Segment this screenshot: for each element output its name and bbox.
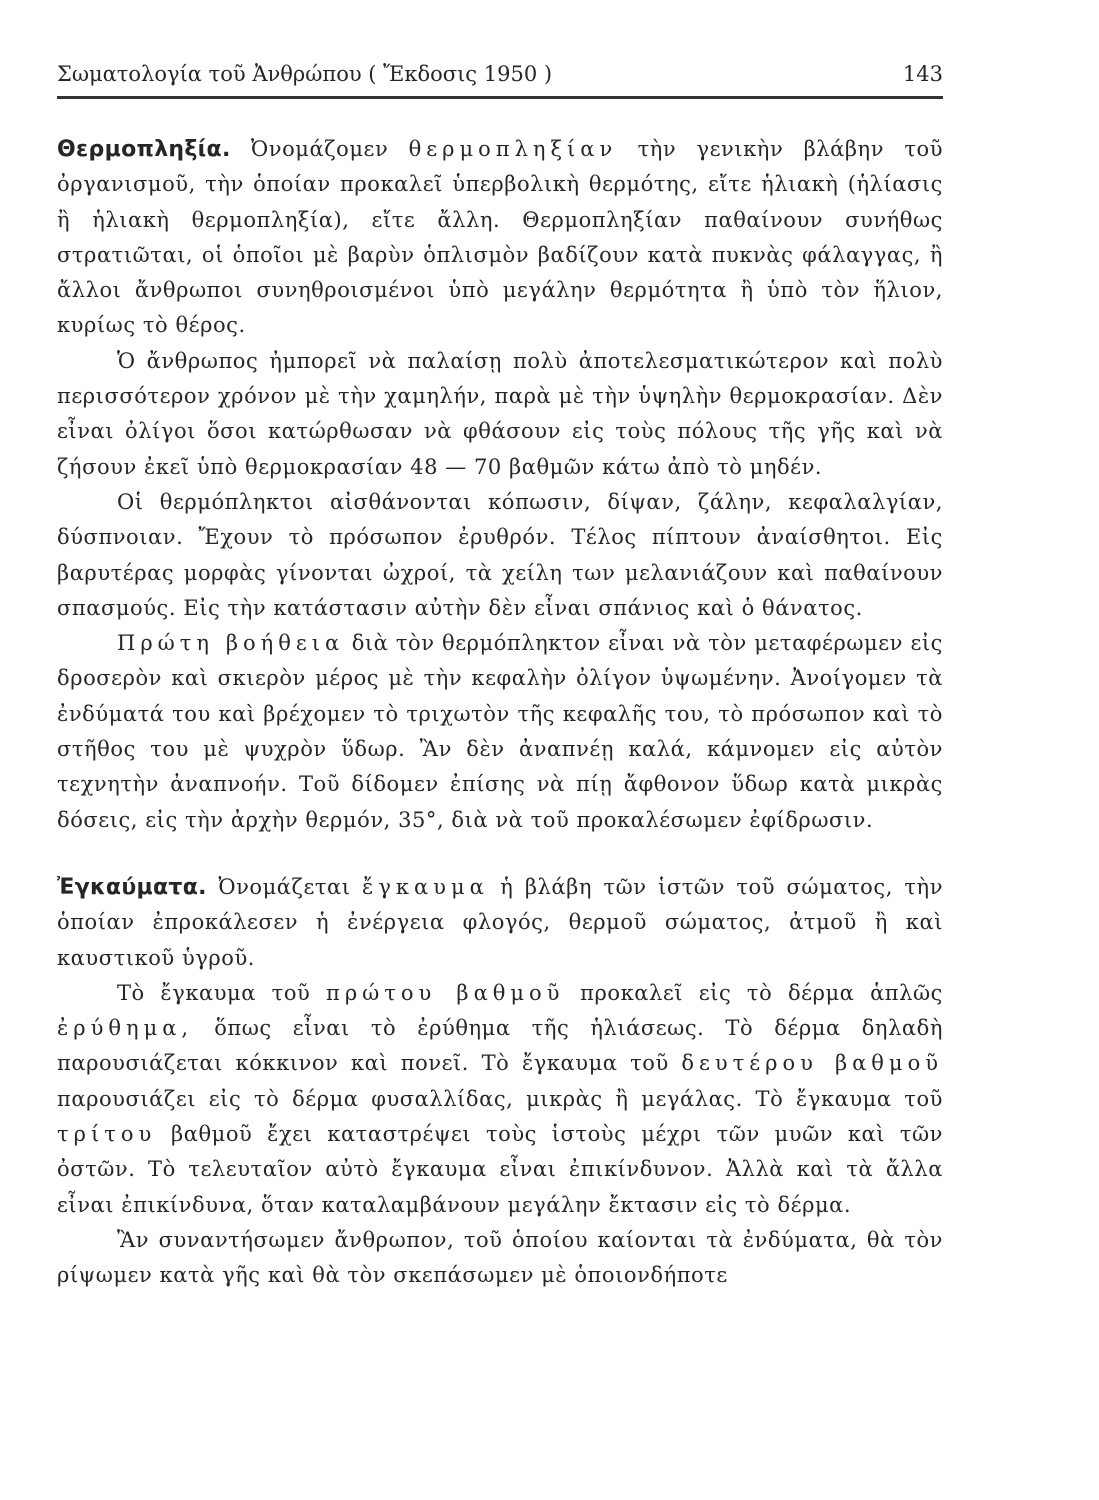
burns-paragraph-2 bbox=[57, 976, 943, 1223]
text-span: Τὸ ἔγκαυμα τοῦ bbox=[117, 980, 311, 1005]
burns-paragraph-1 bbox=[57, 870, 943, 976]
burns-paragraph-3: Ἂν συναντήσωμεν ἄνθρωπον, τοῦ ὁποίου καίονται τὰ ἐνδύματα, θὰ τὸν ρίψωμεν κατὰ γῆς καὶ θὰ τὸν σκεπάσωμεν μὲ ὁποιονδήποτε bbox=[57, 1227, 943, 1288]
burns-heading: Ἐγκαύματα. bbox=[57, 874, 207, 900]
page-number: 143 bbox=[902, 62, 943, 86]
heatstroke-paragraph-1 bbox=[57, 132, 943, 344]
term-first-aid: Πρώτη βοήθεια bbox=[117, 631, 345, 656]
term-burn: ἔγκαυμα bbox=[362, 874, 489, 899]
heatstroke-heading: Θερμοπληξία. bbox=[57, 137, 231, 162]
text-span: Ὀνομάζομεν bbox=[250, 137, 389, 161]
text-span: παρουσιάζει εἰς τὸ δέρμα φυσαλλίδας, μικρὰς ἢ μεγάλας. Τὸ ἔγκαυμα τοῦ bbox=[57, 1086, 943, 1111]
term-heatstroke: θερμοπληξίαν bbox=[408, 137, 618, 161]
heatstroke-paragraph-4 bbox=[57, 626, 943, 838]
term-second-degree: δευτέρου βαθμοῦ bbox=[681, 1051, 943, 1076]
heatstroke-paragraph-3: Οἱ θερμόπληκτοι αἰσθάνονται κόπωσιν, δίψαν, ζάλην, κεφαλαλγίαν, δύσπνοιαν. Ἔχουν τὸ πρόσωπον ἐρυθρόν. Τέλος πίπτουν ἀναίσθητοι. Εἰς βαρυτέρας μορφὰς γίνονται ὠχροί, τὰ χείλη των μελανιάζουν καὶ παθαίνουν σπασμούς. Εἰς τὴν κατάστασιν αὐτὴν δὲν εἶναι σπάνιος καὶ ὁ θάνατος. bbox=[57, 489, 943, 620]
text-span: βαθμοῦ ἔχει καταστρέψει τοὺς ἱστοὺς μέχρι τῶν μυῶν καὶ τῶν ὀστῶν. Τὸ τελευταῖον αὐτὸ ἔγκαυμα εἶναι ἐπικίνδυνον. Ἀλλὰ καὶ τὰ ἄλλα εἶναι ἐπικίνδυνα, ὅταν καταλαμβάνουν μεγάλην ἔκτασιν εἰς τὸ δέρμα. bbox=[57, 1122, 944, 1217]
text-span: ἡ βλάβη τῶν ἱστῶν τοῦ σώματος, τὴν ὁποίαν ἐπροκάλεσεν ἡ ἐνέργεια φλογός, θερμοῦ σώματος, ἀτμοῦ ἢ καὶ καυστικοῦ ὑγροῦ. bbox=[57, 874, 944, 970]
running-title: Σωματολογία τοῦ Ἀνθρώπου ( Ἔκδοσις 1950 ) bbox=[57, 62, 553, 86]
text-span: τὴν γενικὴν βλάβην τοῦ ὀργανισμοῦ, τὴν ὁποίαν προκαλεῖ ὑπερβολικὴ θερμότης, εἴτε ἡλιακὴ (ἡλίασις ἢ ἡλιακὴ θερμοπληξία), εἴτε ἄλλη. Θερμοπληξίαν παθαίνουν συνήθως στρατιῶται, οἱ ὁποῖοι μὲ βαρὺν ὁπλισμὸν βαδίζουν κατὰ πυκνὰς φάλαγγας, ἢ ἄλλοι ἄνθρωποι συνηθροισμένοι ὑπὸ μεγάλην θερμότητα ἢ ὑπὸ τὸν ἥλιον, κυρίως τὸ θέρος. bbox=[57, 137, 944, 338]
running-head bbox=[57, 62, 943, 92]
header-rule bbox=[57, 96, 943, 99]
text-span: Ὀνομάζεται bbox=[218, 874, 351, 899]
term-erythema: ἐρύθημα, bbox=[57, 1016, 194, 1041]
text-span: προκαλεῖ εἰς τὸ δέρμα ἁπλῶς bbox=[580, 980, 943, 1005]
text-span: ὅπως εἶναι τὸ ἐρύθημα τῆς ἡλιάσεως. Τὸ δέρμα δηλαδὴ παρουσιάζεται κόκκινον καὶ πονεῖ. Τὸ ἔγκαυμα τοῦ bbox=[57, 1016, 943, 1076]
body-text bbox=[57, 132, 943, 1294]
term-third: τρίτου bbox=[57, 1122, 157, 1147]
term-first-degree: πρώτου βαθμοῦ bbox=[326, 980, 565, 1005]
heatstroke-paragraph-2: Ὁ ἄνθρωπος ἠμπορεῖ νὰ παλαίσῃ πολὺ ἀποτελεσματικώτερον καὶ πολὺ περισσότερον χρόνον μὲ τὴν χαμηλήν, παρὰ μὲ τὴν ὑψηλὴν θερμοκρασίαν. Δὲν εἶναι ὀλίγοι ὅσοι κατώρθωσαν νὰ φθάσουν εἰς τοὺς πόλους τῆς γῆς καὶ νὰ ζήσουν ἐκεῖ ὑπὸ θερμοκρασίαν 48 — 70 βαθμῶν κάτω ἀπὸ τὸ μηδέν. bbox=[57, 348, 943, 479]
text-span: διὰ τὸν θερμόπληκτον εἶναι νὰ τὸν μεταφέρωμεν εἰς δροσερὸν καὶ σκιερὸν μέρος μὲ τὴν κεφαλὴν ὀλίγον ὑψωμένην. Ἀνοίγομεν τὰ ἐνδύματά του καὶ βρέχομεν τὸ τριχωτὸν τῆς κεφαλῆς του, τὸ πρόσωπον καὶ τὸ στῆθος του μὲ ψυχρὸν ὕδωρ. Ἂν δὲν ἀναπνέῃ καλά, κάμνομεν εἰς αὐτὸν τεχνητὴν ἀναπνοήν. Τοῦ δίδομεν ἐπίσης νὰ πίῃ ἄφθονον ὕδωρ κατὰ μικρὰς δόσεις, εἰς τὴν ἀρχὴν θερμόν, 35°, διὰ νὰ τοῦ προκαλέσωμεν ἐφίδρωσιν. bbox=[57, 631, 943, 832]
